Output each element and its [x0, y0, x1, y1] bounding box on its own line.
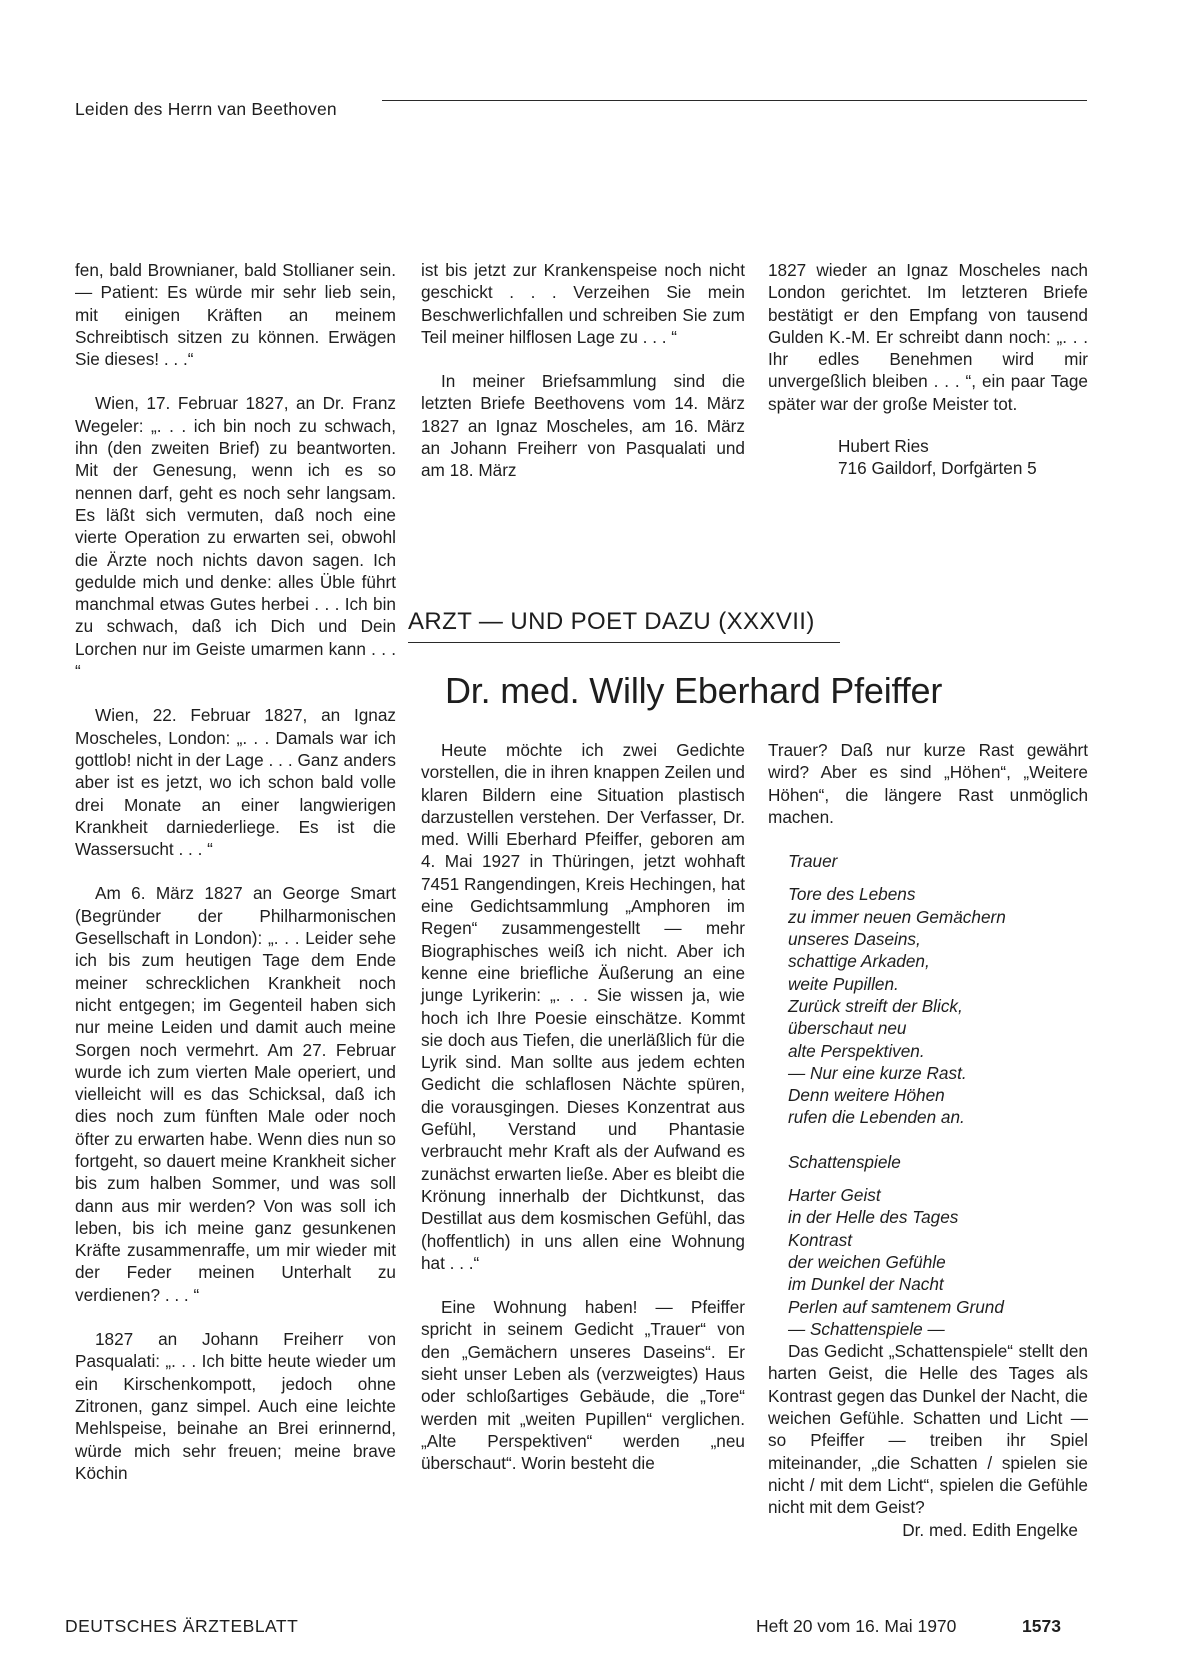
poem-line: überschaut neu — [788, 1018, 907, 1039]
signature-address: 716 Gaildorf, Dorfgärten 5 — [838, 458, 1037, 479]
poem-line: in der Helle des Tages — [788, 1207, 959, 1228]
poem-title: Schattenspiele — [788, 1151, 901, 1172]
poem-line: — Nur eine kurze Rast. — [788, 1062, 967, 1083]
paragraph: In meiner Briefsammlung sind die letzten Briefe Beethovens vom 14. März 1827 an Ignaz Moscheles, am 16. März an Johann Freiherr von Pasqualati und am 18. März — [421, 371, 745, 481]
poem-line: schattige Arkaden, — [788, 951, 930, 972]
poem-trauer — [768, 850, 1088, 1129]
signature — [768, 435, 1088, 480]
paragraph: ist bis jetzt zur Krankenspeise noch nicht geschickt . . . Verzeihen Sie mein Beschwerlichfallen und schreiben Sie zum Teil meiner hilflosen Lage zu . . . “ — [421, 260, 745, 347]
running-head: Leiden des Herrn van Beethoven — [75, 99, 337, 119]
article-column-1 — [421, 739, 745, 1475]
paragraph: Das Gedicht „Schattenspiele“ stellt den harten Geist, die Helle des Tages als Kontrast gegen das Dunkel der Nacht, die weichen Gefühle. Schatten und Licht — so Pfeiffer — treiben ihr Spiel miteinander, „die Schatten / spielen sie nicht / mit dem Licht“, spielen die Gefühle nicht mit dem Geist? — [768, 1341, 1088, 1518]
signature-name: Hubert Ries — [838, 436, 929, 457]
series-rule — [408, 642, 840, 643]
paragraph: Trauer? Daß nur kurze Rast gewährt wird? Aber es sind „Höhen“, „Weitere Höhen“, die längere Rast unmöglich machen. — [768, 740, 1088, 827]
poem-line: Zurück streift der Blick, — [788, 995, 963, 1016]
paragraph: Wien, 22. Februar 1827, an Ignaz Moscheles, London: „. . . Damals war ich gottlob! nicht in der Lage . . . Ganz anders aber ist es jetzt, wo ich schon bald volle drei Monate an einer langwierigen Krankheit darniederliege. Es ist die Wassersucht . . . “ — [75, 705, 396, 860]
poem-line: Denn weitere Höhen — [788, 1085, 945, 1106]
column-3 — [768, 259, 1088, 480]
paragraph: Am 6. März 1827 an George Smart (Begründer der Philharmonischen Gesellschaft in London): „. . . Leider sehe ich bis zum heutigen Tage dem Ende meiner schrecklichen Krankheit noch nicht entgegen; im Gegenteil haben sich nur meine Leiden und damit auch meine Sorgen noch vermehrt. Am 27. Februar wurde ich zum vierten Male operiert, und vielleicht will es das Schicksal, daß ich dies noch zum fünften Male oder noch öfter zu erwarten habe. Wenn dies nun so fortgeht, so dauert meine Krankheit sicher bis zum halben Sommer, und was soll dann aus mir werden? Von was soll ich leben, bis ich meine ganz gesunkenen Kräfte zusammenraffe, um mir wieder mit der Feder meinen Unterhalt zu verdienen? . . . “ — [75, 883, 396, 1305]
paragraph: Wien, 17. Februar 1827, an Dr. Franz Wegeler: „. . . ich bin noch zu schwach, ihn (den zweiten Brief) zu beantworten. Mit der Genesung, wenn ich es so nennen darf, geht es noch sehr langsam. Es läßt sich vermuten, daß noch eine vierte Operation zu erwarten sei, obwohl die Ärzte noch nichts davon sagen. Ich gedulde mich und denke: alles Üble führt manchmal etwas Gutes herbei . . . Ich bin zu schwach, daß ich Dich und Dein Lorchen nur im Geiste umarmen kann . . . “ — [75, 393, 396, 682]
poem-line: unseres Daseins, — [788, 929, 921, 950]
poem-line: — Schattenspiele — — [788, 1318, 945, 1339]
poem-line: zu immer neuen Gemächern — [788, 906, 1006, 927]
poem-line: alte Perspektiven. — [788, 1040, 925, 1061]
poem-line: im Dunkel der Nacht — [788, 1274, 944, 1295]
column-2 — [421, 259, 745, 482]
paragraph: 1827 wieder an Ignaz Moscheles nach London gerichtet. Im letzteren Briefe bestätigt er den Empfang von tausend Gulden K.-M. Er schreibt dann noch: „. . . Ihr edles Benehmen wird mir unvergeßlich bleiben . . . “, ein paar Tage später war der große Meister tot. — [768, 260, 1088, 414]
poem-line: Harter Geist — [788, 1185, 881, 1206]
paragraph: Eine Wohnung haben! — Pfeiffer spricht in seinem Gedicht „Trauer“ von den „Gemächern unseres Daseins“. Er sieht unser Leben als (verzweigtes) Haus oder schloßartiges Gebäude, die „Tore“ werden mit „weiten Pupillen“ verglichen. „Alte Perspektiven“ werden „neu überschaut“. Worin besteht die — [421, 1297, 745, 1474]
page-number: 1573 — [1022, 1616, 1061, 1636]
poem-line: Perlen auf samtenem Grund — [788, 1296, 1004, 1317]
footer-issue: Heft 20 vom 16. Mai 1970 — [756, 1616, 957, 1636]
footer-journal: DEUTSCHES ÄRZTEBLATT — [65, 1616, 299, 1636]
poem-line: rufen die Lebenden an. — [788, 1107, 965, 1128]
poem-schattenspiele — [768, 1151, 1088, 1340]
poem-title: Trauer — [788, 851, 838, 872]
paragraph: Heute möchte ich zwei Gedichte vorstellen, die in ihren knappen Zeilen und klaren Bildern eine Situation plastisch darzustellen verstehen. Der Verfasser, Dr. med. Willi Eberhard Pfeiffer, geboren am 4. Mai 1927 in Thüringen, jetzt wohhaft 7451 Rangendingen, Kreis Hechingen, hat eine Gedichtsammlung „Amphoren im Regen“ zusammengestellt — mehr Biographisches weiß ich nicht. Aber ich kenne eine briefliche Äußerung an eine junge Lyrikerin: „. . . Sie wissen ja, wie hoch ich Ihre Poesie einschätze. Kommt sie doch aus Tiefen, die unerläßlich für die Lyrik sind. Man sollte aus jedem echten Gedicht die schlaflosen Nächte spüren, die vorausgingen. Dieses Konzentrat aus Gefühl, Verstand und Phantasie verbraucht mehr Kraft als der Aufwand es zunächst erwarten ließe. Aber es bleibt die Krönung innerhalb der Dichtkunst, das Destillat aus dem kosmischen Gefühl, das (hoffentlich) in uns allen eine Wohnung hat . . .“ — [421, 740, 745, 1273]
poem-line: Kontrast — [788, 1229, 853, 1250]
poem-line: der weichen Gefühle — [788, 1251, 946, 1272]
series-title: ARZT — UND POET DAZU (XXXVII) — [408, 608, 815, 635]
paragraph: fen, bald Brownianer, bald Stollianer sein. — Patient: Es würde mir sehr lieb sein, mit einigen Kräften an meinem Schreibtisch sitzen zu können. Erwägen Sie dieses! . . .“ — [75, 260, 396, 370]
article-title: Dr. med. Willy Eberhard Pfeiffer — [445, 670, 943, 711]
article-column-2 — [768, 739, 1088, 1541]
poem-line: weite Pupillen. — [788, 973, 899, 994]
column-1 — [75, 259, 396, 1484]
article-author: Dr. med. Edith Engelke — [902, 1519, 1078, 1540]
paragraph: 1827 an Johann Freiherr von Pasqualati: „. . . Ich bitte heute wieder um ein Kirschenkompott, jedoch ohne Zitronen, ganz simpel. Auch eine leichte Mehlspeise, beinahe an Brei erinnernd, würde mich sehr freuen; meine brave Köchin — [75, 1329, 396, 1483]
poem-line: Tore des Lebens — [788, 884, 916, 905]
header-rule — [382, 100, 1087, 101]
